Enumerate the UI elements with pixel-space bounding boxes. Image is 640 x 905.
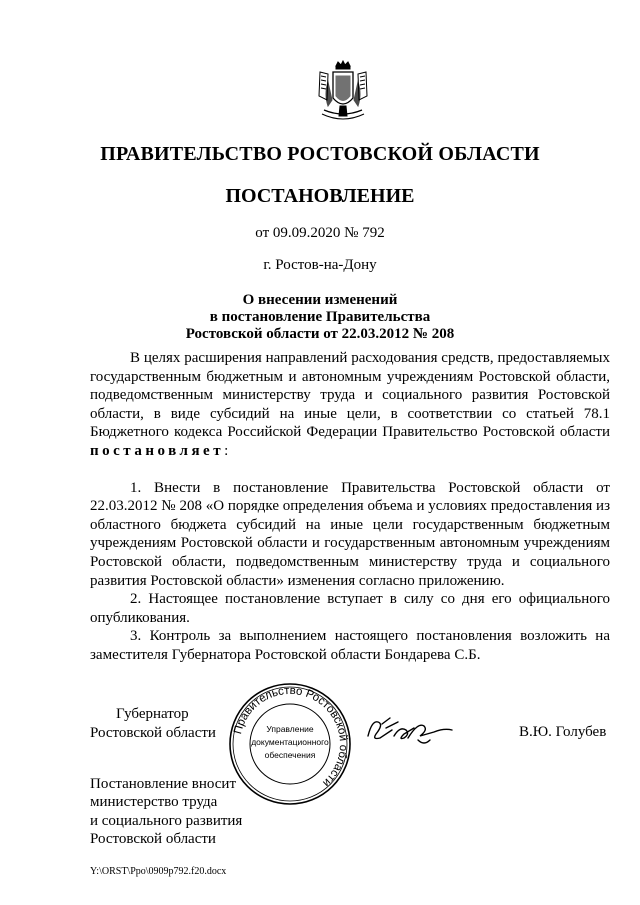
item-paragraph: 3. Контроль за выполнением настоящего постановления возложить на заместителя Губернатора Ростовской области Бондарева С.Б. bbox=[90, 628, 610, 663]
document-subject bbox=[0, 292, 640, 343]
submitter-block bbox=[90, 775, 242, 848]
official-stamp bbox=[226, 680, 354, 808]
item-paragraph: 2. Настоящее постановление вступает в силу со дня его официального опубликования. bbox=[90, 591, 610, 626]
subject-line: О внесении изменений bbox=[242, 292, 398, 308]
coat-of-arms-emblem bbox=[314, 60, 372, 126]
stamp-inner-line: документационного bbox=[251, 737, 329, 747]
stamp-inner-line: обеспечения bbox=[264, 750, 316, 760]
submitter-line: и социального развития bbox=[90, 812, 243, 829]
signatory-name: В.Ю. Голубев bbox=[519, 724, 607, 740]
preamble-end: : bbox=[224, 442, 229, 459]
preamble-paragraph bbox=[90, 349, 610, 461]
submitter-line: Постановление вносит bbox=[90, 776, 237, 792]
signatory-position bbox=[90, 705, 216, 743]
stamp-inner-line: Управление bbox=[266, 724, 314, 734]
handwritten-signature bbox=[364, 712, 456, 752]
decree-word: постановляет bbox=[90, 442, 225, 459]
file-path: Y:\ORST\Ppo\0909p792.f20.docx bbox=[90, 866, 227, 877]
document-type: ПОСТАНОВЛЕНИЕ bbox=[225, 185, 415, 207]
submitter-line: министерство труда bbox=[90, 794, 218, 811]
position-line: Губернатор bbox=[116, 706, 189, 722]
subject-line: в постановление Правительства bbox=[209, 309, 431, 325]
preamble-text: В целях расширения направлений расходования средств, предоставляемых государственным бюджетным и автономным учреждениям Ростовской области, подведомственным министерству труда и социального развития Ростовской области, в виде субсидий на иные цели, в соответствии со статьей 78.1 Бюджетного кодекса Российской Федерации Правительство Ростовской области bbox=[90, 350, 610, 441]
document-body bbox=[90, 349, 610, 665]
item-paragraph: 1. Внести в постановление Правительства Ростовской области от 22.03.2012 № 208 «О порядке определения объема и условиях предоставления из областного бюджета субсидий на иные цели государственным бюджетным учреждениям Ростовской области и государственным автономным учреждениям Ростовской области, подведомственным министерству труда и социального развития Ростовской области» изменения согласно приложению. bbox=[90, 479, 610, 589]
org-title: ПРАВИТЕЛЬСТВО РОСТОВСКОЙ ОБЛАСТИ bbox=[100, 143, 540, 165]
position-line: Ростовской области bbox=[90, 725, 216, 741]
submitter-line: Ростовской области bbox=[90, 830, 216, 847]
subject-line: Ростовской области от 22.03.2012 № 208 bbox=[185, 326, 455, 342]
document-place: г. Ростов-на-Дону bbox=[263, 257, 377, 273]
stamp-outer-text: Правительство Ростовской области bbox=[232, 684, 350, 789]
document-date-number: от 09.09.2020 № 792 bbox=[255, 225, 385, 241]
